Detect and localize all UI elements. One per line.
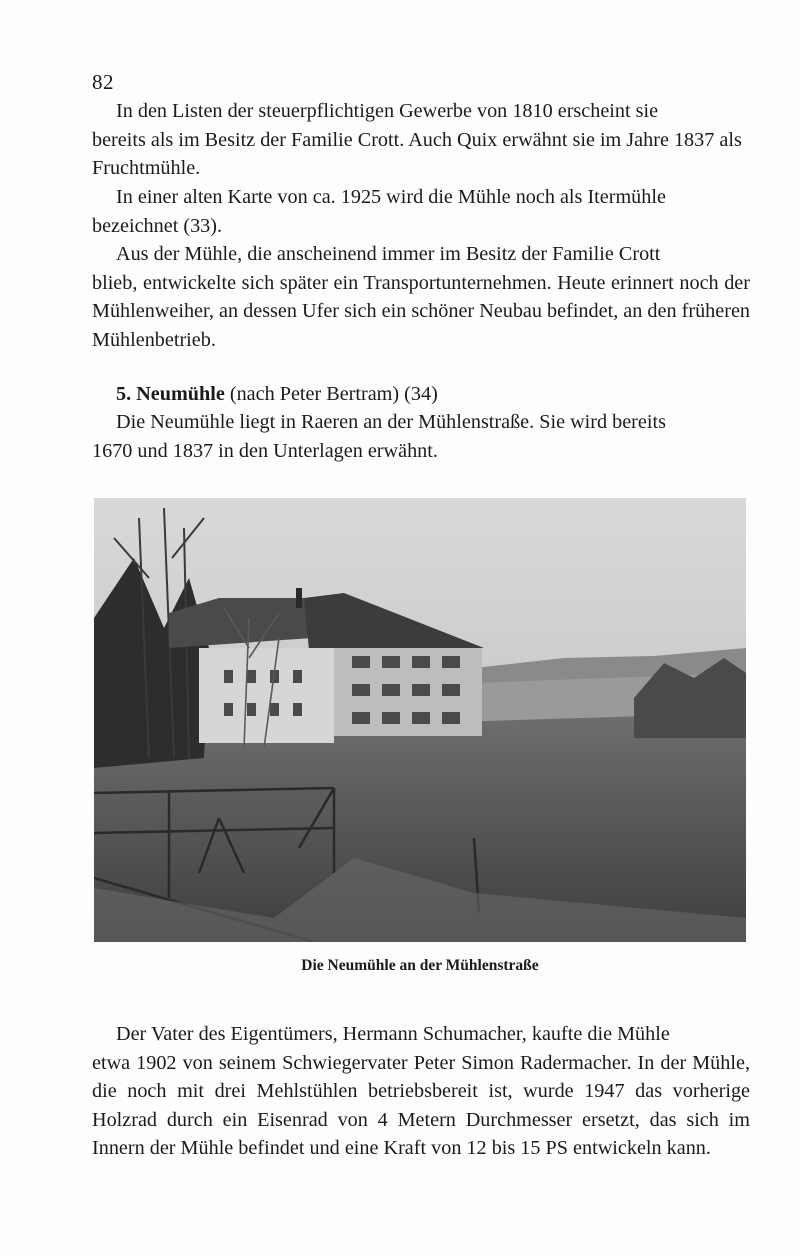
section-heading-subtitle: (nach Peter Bertram) (34)	[224, 383, 438, 405]
paragraph-1	[92, 97, 750, 183]
paragraph-5-body: etwa 1902 von seinem Schwiegervater Peter Simon Radermacher. In der Mühle, die noch mit drei Mehlstühlen betriebsbereit ist, wurde 1947 das vorherige Holzrad durch ein Eisenrad von 4 Metern Durchmesser ersetzt, das sich im Innern der Mühle befindet und eine Kraft von 12 bis 15 PS entwickeln kann.	[92, 1051, 750, 1159]
paragraph-3-first-line: Aus der Mühle, die anscheinend immer im Besitz der Familie Crott	[116, 243, 661, 265]
figure-caption: Die Neumühle an der Mühlenstraße	[301, 957, 539, 974]
mill-photograph	[94, 498, 746, 942]
paragraph-1-first-line: In den Listen der steuerpflichtigen Gewerbe von 1810 erscheint sie	[116, 100, 659, 122]
paragraph-4-first-line: Die Neumühle liegt in Raeren an der Mühlenstraße. Sie wird bereits	[116, 411, 666, 433]
paragraph-2-first-line: In einer alten Karte von ca. 1925 wird die Mühle noch als Itermühle	[116, 186, 666, 208]
section-heading	[116, 380, 750, 409]
paragraph-2-body: bezeichnet (33).	[92, 214, 223, 237]
paragraph-5-first-line: Der Vater des Eigentümers, Hermann Schumacher, kaufte die Mühle	[116, 1023, 670, 1045]
paragraph-2	[92, 183, 750, 240]
section-heading-title: 5. Neumühle	[116, 383, 225, 405]
page-number: 82	[92, 70, 114, 94]
paragraph-3-body: blieb, entwickelte sich später ein Transportunternehmen. Heute erinnert noch der Mühlenweiher, an dessen Ufer sich ein schöner Neubau befindet, an den früheren Mühlenbetrieb.	[92, 271, 750, 351]
paragraph-5	[92, 1020, 750, 1163]
paragraph-4-body: 1670 und 1837 in den Unterlagen erwähnt.	[92, 439, 438, 462]
paragraph-3	[92, 240, 750, 354]
paragraph-1-body: bereits als im Besitz der Familie Crott. Auch Quix erwähnt sie im Jahre 1837 als Fruchtmühle.	[92, 128, 742, 179]
paragraph-4	[92, 408, 750, 465]
